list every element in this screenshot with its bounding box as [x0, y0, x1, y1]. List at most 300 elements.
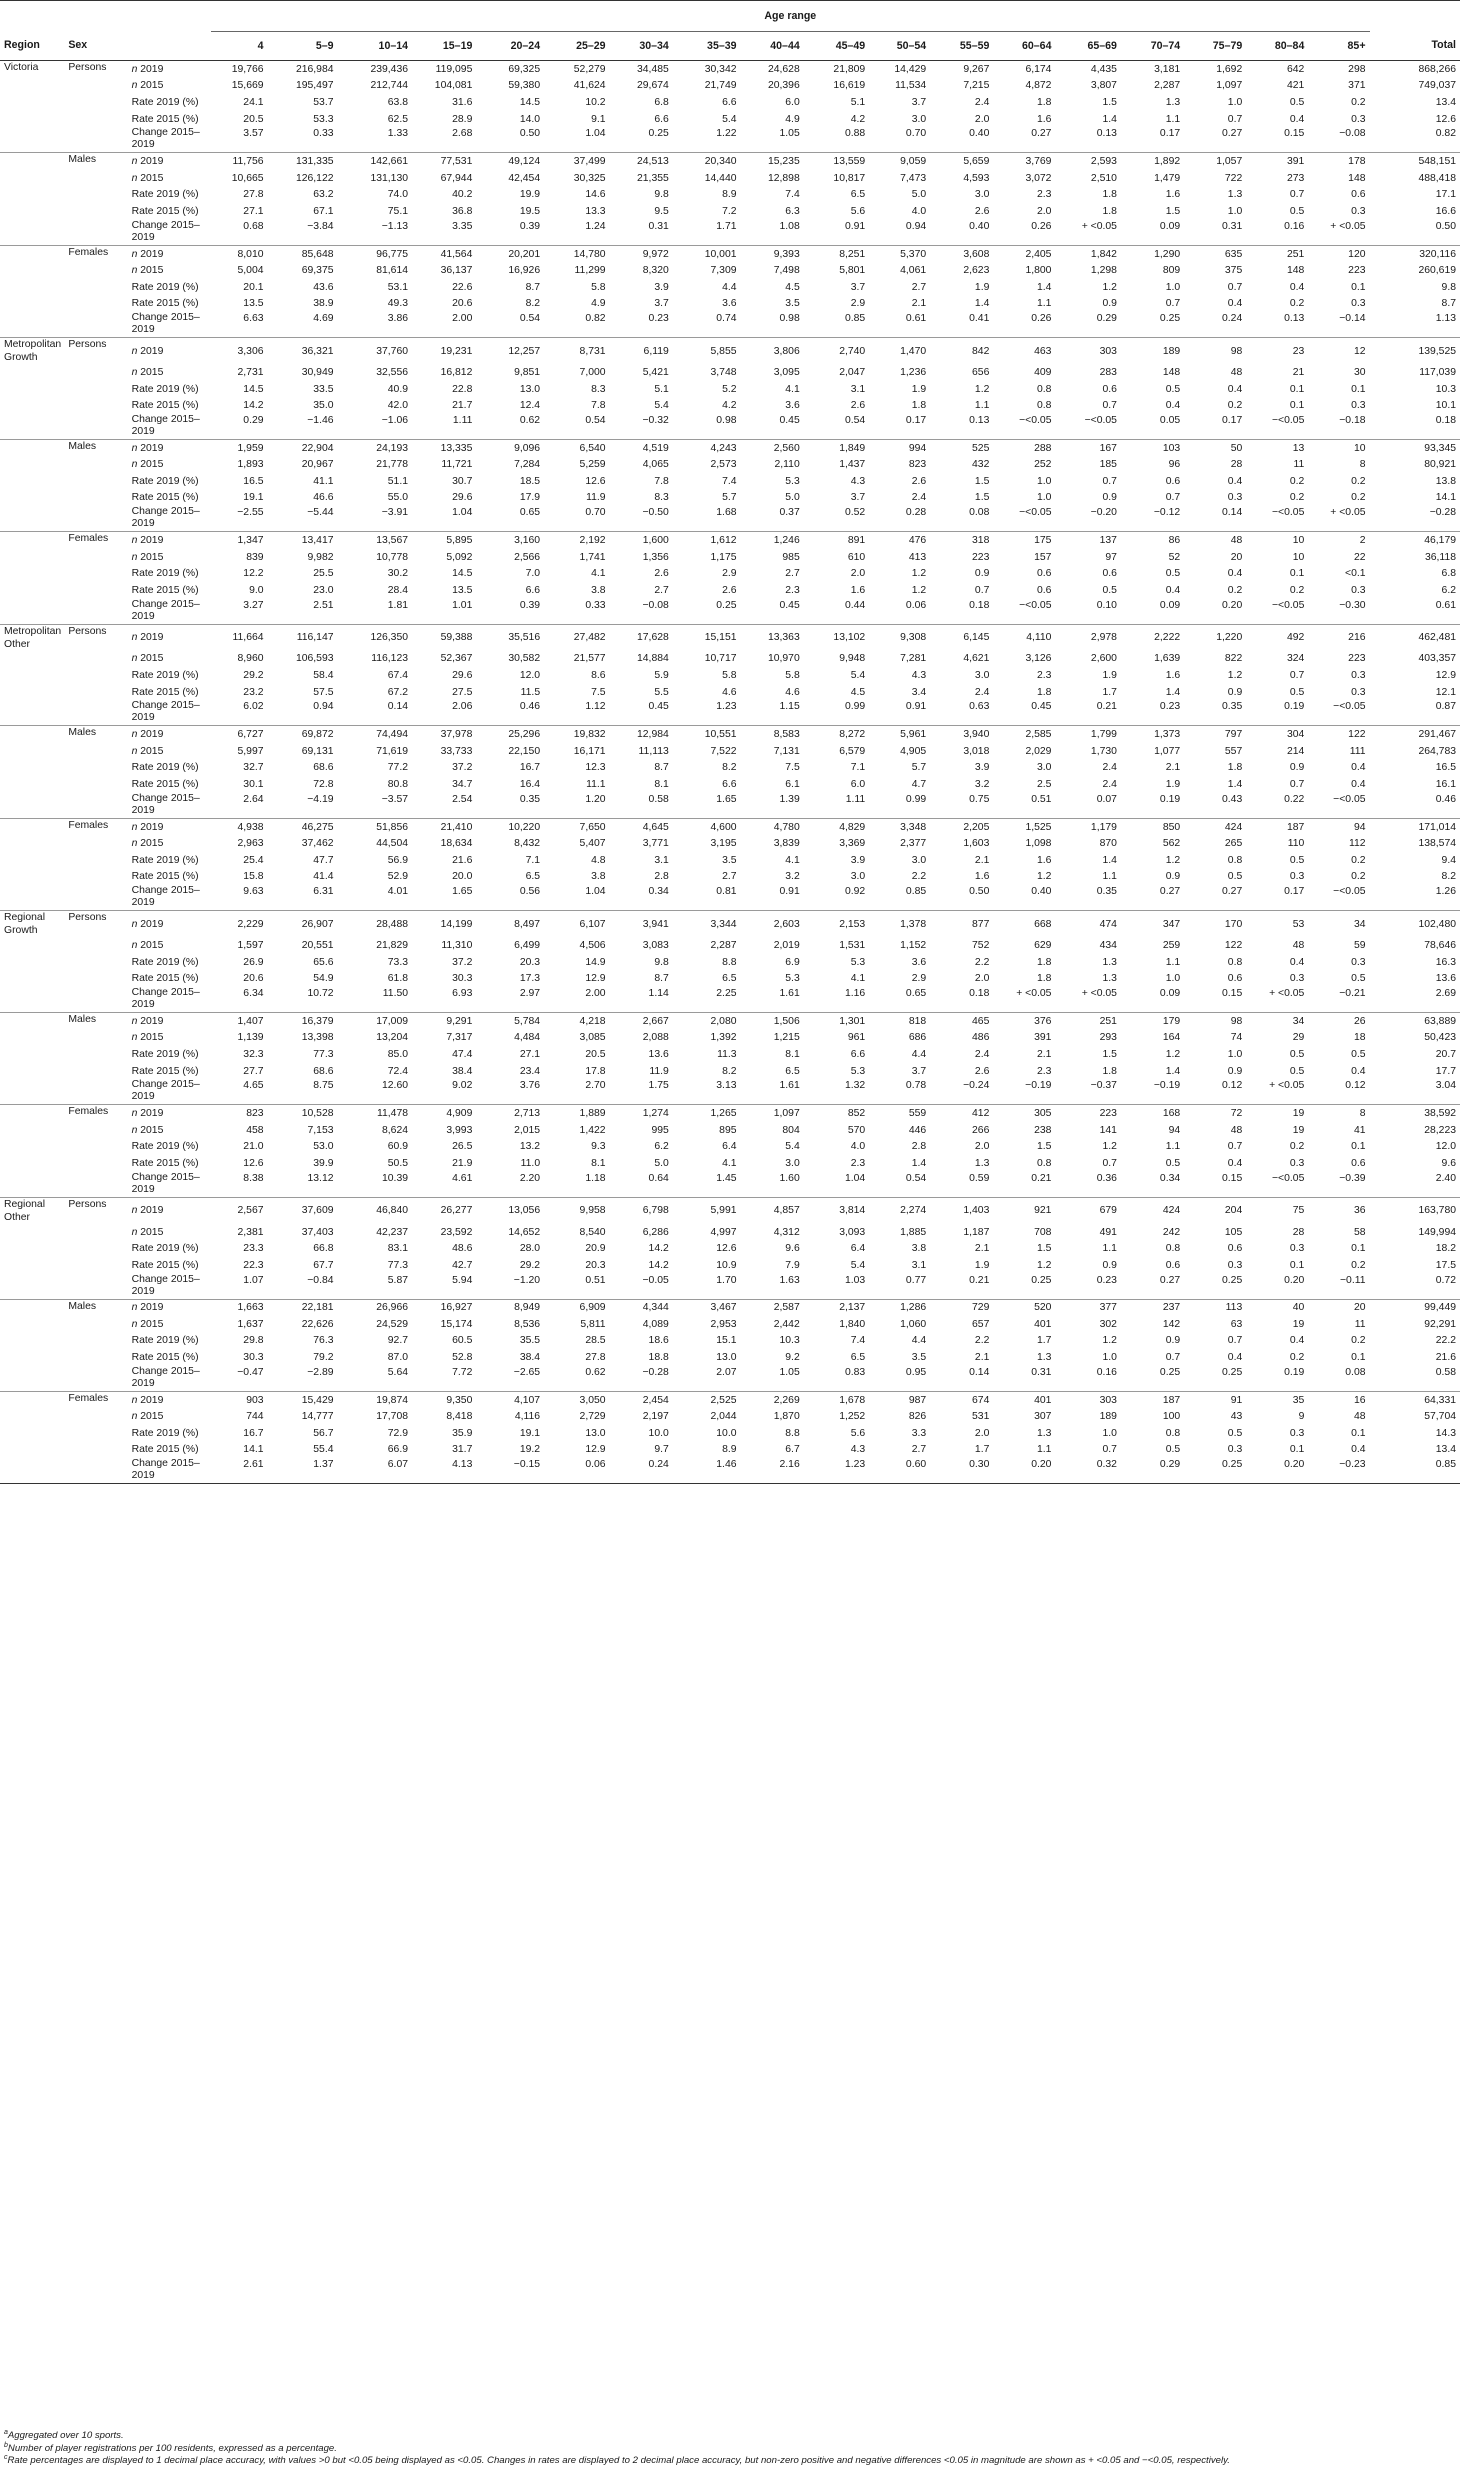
value-cell: 0.1: [1351, 383, 1366, 395]
value-cell: −0.15: [476, 1458, 544, 1484]
value-cell: 20,201: [476, 245, 544, 262]
region-cell: [0, 296, 64, 313]
value-cell: 12,984: [610, 726, 673, 743]
value-cell: 14,429: [894, 63, 927, 75]
value-cell: 7,000: [579, 366, 606, 378]
footnote-text: Rate percentages are displayed to 1 decimal place accuracy, with values >0 but <0.05 being displayed as <0.05. Changes in rates are displayed to 2 decimal place accuracy, but non-zero positive and negative differences <0.05 in magnitude are shown as + <0.05 and −<0.05, respectively.: [7, 2455, 1230, 2466]
value-cell: 0.1: [1289, 400, 1305, 412]
row-label: Rate 2019 (%): [131, 1243, 199, 1255]
value-cell: 3,467: [673, 1299, 741, 1316]
sex-cell: [64, 296, 127, 313]
value-cell: 0.15: [1284, 128, 1305, 140]
value-cell: 1,301: [804, 1012, 869, 1029]
value-cell: 10.2: [585, 96, 606, 108]
value-cell: 96: [1168, 459, 1181, 471]
sex-cell: [64, 187, 127, 204]
value-cell: 98: [1184, 338, 1246, 365]
value-cell: 2.7: [722, 871, 737, 883]
value-cell: 77.2: [387, 762, 409, 774]
value-cell: 11.3: [717, 1048, 737, 1060]
value-cell: 1.2: [1037, 1259, 1052, 1271]
value-cell: 0.6: [1037, 584, 1052, 596]
row-label: n 2019: [128, 1012, 212, 1029]
value-cell: 3.35: [452, 220, 473, 232]
value-cell: 187: [1121, 1391, 1184, 1408]
table-row: [0, 1155, 1460, 1172]
header-age-6: 30–34: [610, 32, 673, 61]
value-cell: 3,018: [963, 745, 990, 757]
value-cell: 0.6: [1351, 189, 1366, 201]
value-cell: 74,494: [338, 726, 413, 743]
sex-cell: [64, 1030, 127, 1047]
value-cell: 0.28: [905, 507, 927, 519]
value-cell: 4,872: [1025, 80, 1052, 92]
value-cell: + <0.05: [1330, 507, 1366, 519]
value-cell: 0.2: [1227, 400, 1243, 412]
value-cell: 0.45: [779, 414, 800, 426]
value-cell: 4.5: [850, 686, 866, 698]
value-cell: 5.6: [850, 1427, 866, 1439]
total-cell: 16.1: [1435, 779, 1456, 791]
value-cell: 13.0: [519, 383, 541, 395]
value-cell: 72.9: [387, 1427, 409, 1439]
value-cell: 1,959: [211, 439, 267, 456]
table-row: [0, 414, 1460, 440]
header-age-0: 4: [211, 32, 267, 61]
value-cell: 2.7: [654, 584, 669, 596]
value-cell: 1,692: [1216, 63, 1243, 75]
value-cell: 20.5: [585, 1048, 606, 1060]
value-cell: 2.1: [974, 1352, 990, 1364]
value-cell: 0.56: [519, 886, 541, 898]
value-cell: 6.0: [785, 96, 800, 108]
value-cell: 44,504: [376, 838, 409, 850]
value-cell: 5.3: [850, 956, 866, 968]
value-cell: 1,179: [1055, 818, 1120, 835]
value-cell: 9,267: [963, 63, 990, 75]
row-label: Rate 2015 (%): [131, 298, 199, 310]
value-cell: 2.1: [974, 1243, 990, 1255]
total-cell: 12.1: [1435, 686, 1456, 698]
value-cell: 3.1: [850, 383, 866, 395]
value-cell: 8.3: [591, 383, 606, 395]
value-cell: 19,832: [544, 726, 609, 743]
total-cell: 149,994: [1418, 1226, 1456, 1238]
value-cell: 25.4: [243, 854, 264, 866]
value-cell: 79.2: [313, 1352, 334, 1364]
value-cell: 0.7: [1289, 189, 1305, 201]
value-cell: 0.98: [716, 414, 737, 426]
value-cell: 20,340: [673, 153, 741, 170]
value-cell: 53.7: [313, 96, 334, 108]
value-cell: 2.7: [785, 568, 800, 580]
value-cell: 189: [1099, 1411, 1117, 1423]
value-cell: 12: [1308, 338, 1369, 365]
value-cell: 0.27: [1031, 128, 1052, 140]
value-cell: 8.38: [243, 1172, 264, 1184]
value-cell: 823: [211, 1105, 267, 1122]
total-cell: 18.2: [1435, 1243, 1456, 1255]
value-cell: 2,205: [930, 818, 993, 835]
value-cell: 0.15: [1222, 1172, 1243, 1184]
value-cell: 0.29: [1121, 1458, 1184, 1484]
value-cell: 1.81: [387, 599, 409, 611]
total-cell: 13.8: [1435, 475, 1456, 487]
value-cell: 5,997: [237, 745, 264, 757]
value-cell: 69,872: [268, 726, 338, 743]
row-label: Change 2015–2019: [131, 219, 200, 243]
row-label: Change 2015–2019: [131, 1365, 200, 1389]
row-label: n 2015: [131, 1226, 164, 1238]
value-cell: 15.1: [716, 1335, 737, 1347]
sex-cell: [64, 937, 127, 954]
value-cell: 0.4: [1227, 475, 1243, 487]
table-row: [0, 245, 1460, 262]
value-cell: 1.14: [648, 987, 669, 999]
value-cell: 9,059: [869, 153, 930, 170]
value-cell: 0.33: [313, 128, 334, 140]
value-cell: 2.97: [519, 987, 541, 999]
value-cell: 3.0: [974, 670, 990, 682]
value-cell: 4,857: [741, 1197, 804, 1224]
value-cell: 0.98: [779, 313, 800, 325]
value-cell: 465: [930, 1012, 993, 1029]
value-cell: 1.9: [974, 1259, 990, 1271]
value-cell: 4.9: [591, 298, 606, 310]
region-cell: [0, 414, 64, 440]
value-cell: 6,499: [514, 939, 541, 951]
value-cell: 54.9: [313, 973, 334, 985]
total-cell: 117,039: [1419, 366, 1456, 378]
value-cell: 6.5: [722, 973, 737, 985]
sex-cell: [64, 312, 127, 338]
value-cell: 0.9: [1227, 1065, 1243, 1077]
value-cell: 2.0: [974, 113, 990, 125]
sex-cell: [64, 381, 127, 398]
row-label: n 2019: [128, 1299, 212, 1316]
sex-cell: [64, 457, 127, 474]
value-cell: 6.5: [850, 1352, 866, 1364]
value-cell: 987: [869, 1391, 930, 1408]
value-cell: 6.93: [452, 987, 473, 999]
value-cell: 0.7: [1227, 1141, 1243, 1153]
value-cell: 5.2: [722, 383, 737, 395]
value-cell: 3,160: [476, 532, 544, 549]
value-cell: 0.07: [1096, 793, 1117, 805]
value-cell: 9.02: [452, 1080, 473, 1092]
table-row: [0, 312, 1460, 338]
n-symbol: n: [131, 156, 138, 168]
value-cell: 33.5: [313, 383, 334, 395]
value-cell: 0.7: [1165, 298, 1181, 310]
value-cell: 53.1: [387, 281, 409, 293]
value-cell: 2,567: [211, 1197, 267, 1224]
value-cell: 19: [1292, 1124, 1305, 1136]
value-cell: 46,840: [338, 1197, 413, 1224]
value-cell: 94: [1168, 1124, 1181, 1136]
value-cell: 2.5: [1037, 779, 1052, 791]
value-cell: 2,029: [1025, 745, 1052, 757]
value-cell: 30.1: [243, 779, 264, 791]
value-cell: 30,342: [704, 63, 737, 75]
value-cell: 0.3: [1351, 113, 1366, 125]
value-cell: 20,396: [767, 80, 800, 92]
value-cell: 0.45: [648, 701, 669, 713]
value-cell: 0.7: [1165, 1352, 1181, 1364]
value-cell: 22,150: [508, 745, 541, 757]
value-cell: 92.7: [387, 1335, 409, 1347]
value-cell: 29.6: [452, 492, 473, 504]
value-cell: 67.7: [313, 1259, 334, 1271]
value-cell: 1.2: [1037, 871, 1052, 883]
value-cell: 10.39: [382, 1172, 409, 1184]
value-cell: 5.3: [785, 973, 800, 985]
value-cell: 29.2: [243, 670, 264, 682]
table-row: [0, 262, 1460, 279]
value-cell: 8.7: [654, 973, 669, 985]
table-row: [0, 1299, 1460, 1316]
value-cell: 0.2: [1289, 492, 1305, 504]
region-cell: [0, 1063, 64, 1080]
value-cell: −<0.05: [1333, 886, 1366, 898]
row-label: n 2015: [131, 939, 164, 951]
value-cell: 6.6: [654, 113, 669, 125]
value-cell: 38.4: [519, 1352, 541, 1364]
table-row: [0, 835, 1460, 852]
value-cell: 0.65: [519, 507, 541, 519]
n-symbol: n: [131, 366, 138, 378]
region-cell: Victoria: [4, 62, 39, 73]
table-row: [0, 793, 1460, 819]
value-cell: 20.6: [243, 973, 264, 985]
value-cell: 77.3: [313, 1048, 334, 1060]
value-cell: 46,275: [268, 818, 338, 835]
value-cell: 3.86: [387, 313, 409, 325]
row-label: n 2019: [128, 1391, 212, 1408]
value-cell: 3.8: [911, 1243, 927, 1255]
value-cell: 434: [1099, 939, 1117, 951]
total-cell: 9.6: [1441, 1157, 1456, 1169]
sex-cell: [64, 94, 127, 111]
value-cell: 3,306: [211, 338, 267, 365]
sex-cell: [64, 364, 127, 381]
value-cell: 86: [1121, 532, 1184, 549]
value-cell: 1.5: [1102, 96, 1117, 108]
value-cell: 28,488: [338, 911, 413, 938]
region-cell: [0, 381, 64, 398]
value-cell: 223: [1348, 653, 1366, 665]
value-cell: 0.3: [1289, 973, 1305, 985]
value-cell: 4.6: [722, 686, 737, 698]
value-cell: 2.0: [974, 973, 990, 985]
n-symbol: n: [131, 632, 138, 644]
value-cell: 148: [1348, 172, 1366, 184]
value-cell: 288: [993, 439, 1055, 456]
value-cell: 12.3: [585, 762, 606, 774]
value-cell: 0.3: [1351, 584, 1366, 596]
value-cell: 305: [993, 1105, 1055, 1122]
value-cell: 0.8: [1037, 1157, 1052, 1169]
value-cell: 2.9: [850, 298, 866, 310]
value-cell: 142,661: [338, 153, 413, 170]
row-label: n 2019: [128, 818, 212, 835]
value-cell: 2.20: [519, 1172, 541, 1184]
n-symbol: n: [131, 1108, 138, 1120]
value-cell: 19,874: [338, 1391, 413, 1408]
value-cell: 36.8: [452, 205, 473, 217]
value-cell: 216,984: [295, 63, 334, 75]
value-cell: 4,065: [642, 459, 669, 471]
value-cell: 30.2: [387, 568, 409, 580]
value-cell: 818: [869, 1012, 930, 1029]
value-cell: 24,513: [610, 153, 673, 170]
row-label: Change 2015–2019: [131, 312, 200, 336]
value-cell: 2,510: [1090, 172, 1117, 184]
value-cell: 122: [1224, 939, 1243, 951]
value-cell: 11,721: [441, 459, 473, 471]
value-cell: 66.9: [387, 1444, 409, 1456]
value-cell: 0.25: [1184, 1458, 1246, 1484]
value-cell: 21.9: [452, 1157, 473, 1169]
value-cell: 1.4: [974, 298, 990, 310]
value-cell: 12.9: [585, 1444, 606, 1456]
region-cell: [0, 490, 64, 507]
total-cell: 12.6: [1435, 113, 1456, 125]
value-cell: 5,421: [642, 366, 669, 378]
value-cell: 7.4: [850, 1335, 866, 1347]
value-cell: 1,597: [237, 939, 264, 951]
value-cell: 520: [993, 1299, 1055, 1316]
total-cell: 80,921: [1424, 459, 1456, 471]
value-cell: 85.0: [387, 1048, 409, 1060]
header-age-1: 5–9: [268, 32, 338, 61]
value-cell: 131,335: [268, 153, 338, 170]
region-cell: [0, 1366, 64, 1392]
value-cell: 0.4: [1289, 1335, 1305, 1347]
value-cell: 1,392: [710, 1032, 737, 1044]
value-cell: 0.12: [1345, 1080, 1366, 1092]
value-cell: 18.8: [648, 1352, 669, 1364]
table-row: [0, 1079, 1460, 1105]
value-cell: 6.6: [850, 1048, 866, 1060]
value-cell: 0.7: [974, 584, 990, 596]
value-cell: 10,551: [673, 726, 741, 743]
value-cell: 48: [1230, 366, 1243, 378]
total-cell: 64,331: [1370, 1391, 1460, 1408]
value-cell: 839: [246, 551, 264, 563]
value-cell: 1.65: [716, 793, 737, 805]
value-cell: 9,958: [544, 1197, 609, 1224]
value-cell: 2.7: [911, 1444, 927, 1456]
value-cell: 0.37: [779, 507, 800, 519]
value-cell: 1,246: [741, 532, 804, 549]
value-cell: 55.0: [387, 492, 409, 504]
region-cell: Metropolitan Other: [0, 624, 64, 651]
value-cell: 2,963: [237, 838, 264, 850]
value-cell: 2.8: [654, 871, 669, 883]
sex-cell: [64, 1122, 127, 1139]
value-cell: 1.0: [1037, 475, 1052, 487]
region-cell: [0, 203, 64, 220]
value-cell: 8.3: [654, 492, 669, 504]
sex-cell: [64, 473, 127, 490]
value-cell: 2,287: [1154, 80, 1181, 92]
value-cell: 21,829: [376, 939, 409, 951]
value-cell: 1,060: [900, 1318, 927, 1330]
value-cell: 0.75: [969, 793, 990, 805]
total-cell: 291,467: [1370, 726, 1460, 743]
value-cell: 1,525: [993, 818, 1055, 835]
value-cell: 9.5: [654, 205, 669, 217]
value-cell: 20.3: [585, 1259, 606, 1271]
row-label: Rate 2019 (%): [131, 281, 199, 293]
value-cell: 8.8: [785, 1427, 800, 1439]
value-cell: 0.25: [1222, 1366, 1243, 1378]
value-cell: 1.8: [1037, 973, 1052, 985]
value-cell: 1.22: [716, 128, 737, 140]
value-cell: 6,540: [544, 439, 609, 456]
value-cell: 1.18: [585, 1172, 606, 1184]
value-cell: 7.4: [722, 475, 737, 487]
value-cell: 14.1: [243, 1444, 264, 1456]
value-cell: 5.4: [785, 1141, 800, 1153]
value-cell: 4,997: [710, 1226, 737, 1238]
value-cell: 50.5: [387, 1157, 409, 1169]
value-cell: 13.6: [648, 1048, 669, 1060]
row-label: n 2015: [131, 653, 164, 665]
table-row: [0, 78, 1460, 95]
row-label: Rate 2015 (%): [131, 871, 199, 883]
value-cell: 0.3: [1289, 1427, 1305, 1439]
value-cell: 10.9: [716, 1259, 737, 1271]
value-cell: 0.6: [1037, 568, 1052, 580]
value-cell: 15,174: [440, 1318, 473, 1330]
value-cell: 2.6: [722, 584, 737, 596]
value-cell: 51,856: [338, 818, 413, 835]
sex-cell: Females: [64, 818, 127, 835]
value-cell: 729: [930, 1299, 993, 1316]
value-cell: 3,072: [1025, 172, 1052, 184]
value-cell: 20.0: [452, 871, 473, 883]
value-cell: 49.3: [387, 298, 409, 310]
value-cell: 2,560: [741, 439, 804, 456]
value-cell: 5,855: [673, 338, 741, 365]
value-cell: 13,559: [804, 153, 869, 170]
region-cell: [0, 651, 64, 668]
header-sex: Sex: [64, 1, 127, 61]
value-cell: 5,407: [579, 838, 606, 850]
total-cell: 9.4: [1441, 854, 1456, 866]
value-cell: 3,839: [773, 838, 800, 850]
value-cell: 635: [1184, 245, 1246, 262]
value-cell: 72.8: [313, 779, 334, 791]
value-cell: 3.8: [591, 584, 606, 596]
table-row: [0, 970, 1460, 987]
sex-cell: [64, 1316, 127, 1333]
value-cell: 2,192: [544, 532, 609, 549]
value-cell: 22.3: [243, 1259, 264, 1271]
value-cell: 4.3: [911, 670, 927, 682]
table-row: [0, 885, 1460, 911]
value-cell: 27.8: [243, 189, 264, 201]
value-cell: 62.5: [387, 113, 409, 125]
value-cell: 48: [1230, 1124, 1243, 1136]
value-cell: 28: [1292, 1226, 1305, 1238]
value-cell: −3.57: [381, 793, 409, 805]
value-cell: 391: [1034, 1032, 1052, 1044]
table-row: [0, 296, 1460, 313]
n-symbol: n: [131, 729, 138, 741]
